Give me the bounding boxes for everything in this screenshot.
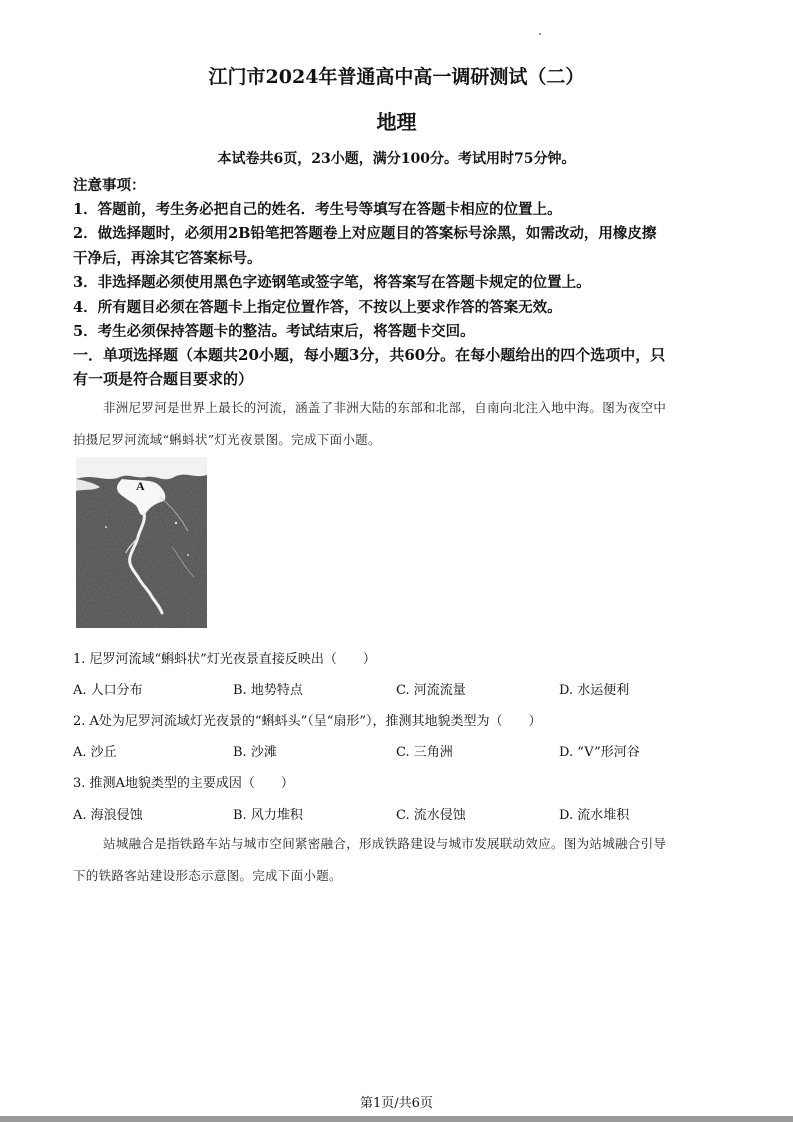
note-item-2-cont: 干净后，再涂其它答案标号。 xyxy=(73,250,262,267)
note-item-2: 2．做选择题时，必须用2B铅笔把答题卷上对应题目的答案标号涂黑，如需改动，用橡皮擦 xyxy=(73,225,657,242)
figure-label-a: A xyxy=(136,479,145,493)
question-3-option-a: A. 海浪侵蚀 xyxy=(73,808,143,823)
question-1-option-d: D. 水运便利 xyxy=(559,683,630,698)
question-1-option-c: C. 河流流量 xyxy=(396,683,466,698)
scan-edge xyxy=(0,1116,793,1122)
scan-speck xyxy=(539,33,541,35)
question-2-stem: 2. A处为尼罗河流域灯光夜景的“蝌蚪头”（呈“扇形”），推测其地貌类型为（ ） xyxy=(73,714,542,729)
question-1-option-b: B. 地势特点 xyxy=(233,683,303,698)
note-item-4: 4．所有题目必须在答题卡上指定位置作答，不按以上要求作答的答案无效。 xyxy=(73,299,562,316)
exam-title: 江门市2024年普通高中高一调研测试（二） xyxy=(208,66,585,88)
nile-night-lights-figure xyxy=(76,457,207,628)
passage2-line2: 下的铁路客站建设形态示意图。完成下面小题。 xyxy=(73,868,342,883)
passage1-line2: 拍摄尼罗河流域“蝌蚪状”灯光夜景图。完成下面小题。 xyxy=(73,432,381,447)
question-3-stem: 3. 推测A地貌类型的主要成因（ ） xyxy=(73,776,294,791)
note-item-3: 3．非选择题必须使用黑色字迹钢笔或签字笔，将答案写在答题卡规定的位置上。 xyxy=(73,274,591,291)
question-2-option-b: B. 沙滩 xyxy=(233,745,277,760)
question-2-option-a: A. 沙丘 xyxy=(73,745,117,760)
question-3-option-d: D. 流水堆积 xyxy=(559,808,630,823)
question-1-stem: 1. 尼罗河流域“蝌蚪状”灯光夜景直接反映出（ ） xyxy=(73,652,376,667)
question-2-option-d: D. “V”形河谷 xyxy=(559,745,640,760)
note-item-1: 1．答题前，考生务必把自己的姓名．考生号等填写在答题卡相应的位置上。 xyxy=(73,201,562,218)
question-3-option-c: C. 流水侵蚀 xyxy=(396,808,466,823)
passage2-line1: 站城融合是指铁路车站与城市空间紧密融合，形成铁路建设与城市发展联动效应。图为站城融合引导 xyxy=(103,836,667,851)
question-1-option-a: A. 人口分布 xyxy=(73,683,143,698)
exam-intro: 本试卷共6页，23小题，满分100分。考试用时75分钟。 xyxy=(217,151,576,167)
question-2-option-c: C. 三角洲 xyxy=(396,745,453,760)
notes-heading: 注意事项： xyxy=(73,177,146,194)
note-item-5: 5．考生必须保持答题卡的整洁。考试结束后，将答题卡交回。 xyxy=(73,323,475,340)
subject-title: 地理 xyxy=(376,110,417,134)
passage1-line1: 非洲尼罗河是世界上最长的河流，涵盖了非洲大陆的东部和北部，自南向北注入地中海。图为夜空中 xyxy=(103,400,667,415)
question-3-option-b: B. 风力堆积 xyxy=(233,808,303,823)
section-heading-line2: 有一项是符合题目要求的） xyxy=(73,370,254,388)
page-footer: 第1页/共6页 xyxy=(360,1096,433,1111)
section-heading-line1: 一．单项选择题（本题共20小题，每小题3分，共60分。在每小题给出的四个选项中，只 xyxy=(73,346,666,364)
